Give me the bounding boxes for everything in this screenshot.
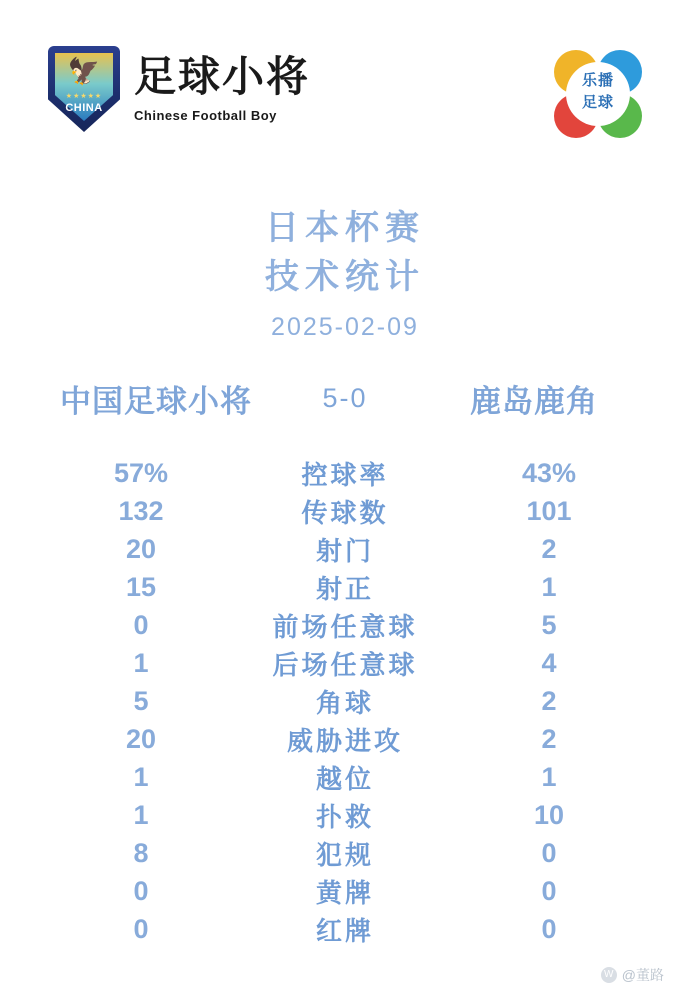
title-line-2: 技术统计 bbox=[265, 258, 425, 297]
away-value: 1 bbox=[541, 762, 557, 793]
crest-country-text: CHINA bbox=[65, 102, 103, 114]
page-header bbox=[0, 0, 690, 180]
away-value: 2 bbox=[541, 686, 557, 717]
title-line-1: 日本杯赛 bbox=[265, 209, 425, 247]
table-row bbox=[26, 911, 664, 949]
home-value: 0 bbox=[133, 610, 149, 641]
title-block bbox=[0, 204, 690, 342]
stat-label: 前场任意球 bbox=[272, 612, 418, 643]
stat-label: 黄牌 bbox=[315, 878, 374, 909]
home-value: 1 bbox=[133, 800, 149, 831]
table-row bbox=[26, 683, 664, 721]
home-value: 0 bbox=[133, 876, 149, 907]
china-crest-icon bbox=[48, 46, 120, 132]
weibo-icon: W bbox=[601, 967, 617, 983]
stats-table bbox=[0, 455, 690, 949]
stat-label: 威胁进攻 bbox=[286, 726, 403, 757]
away-value: 1 bbox=[541, 572, 557, 603]
home-value: 1 bbox=[133, 648, 149, 679]
stat-label: 越位 bbox=[315, 764, 374, 795]
table-row bbox=[26, 455, 664, 493]
home-value: 20 bbox=[125, 534, 157, 565]
stat-label: 射门 bbox=[315, 536, 374, 567]
home-value: 132 bbox=[118, 496, 164, 527]
home-value: 57% bbox=[113, 458, 169, 489]
lebo-label-line2: 足球 bbox=[581, 93, 614, 111]
table-row bbox=[26, 759, 664, 797]
watermark bbox=[601, 965, 664, 985]
crest-stars: ★★★★★ bbox=[65, 93, 103, 100]
home-value: 1 bbox=[133, 762, 149, 793]
home-value: 0 bbox=[133, 914, 149, 945]
match-date: 2025-02-09 bbox=[271, 312, 419, 341]
stat-label: 角球 bbox=[315, 688, 374, 719]
away-value: 0 bbox=[541, 876, 557, 907]
teams-row bbox=[0, 376, 690, 421]
lebo-label bbox=[552, 70, 644, 114]
stat-label: 红牌 bbox=[315, 916, 374, 947]
table-row bbox=[26, 797, 664, 835]
eagle-icon: 🦅 bbox=[67, 56, 101, 86]
stat-label: 后场任意球 bbox=[272, 650, 418, 681]
table-row bbox=[26, 493, 664, 531]
away-value: 43% bbox=[521, 458, 577, 489]
home-value: 5 bbox=[133, 686, 149, 717]
stat-label: 犯规 bbox=[315, 840, 374, 871]
match-score: 5-0 bbox=[322, 382, 368, 413]
table-row bbox=[26, 873, 664, 911]
away-value: 2 bbox=[541, 724, 557, 755]
away-value: 10 bbox=[533, 800, 565, 831]
brand-lebo-football-logo bbox=[552, 48, 644, 140]
watermark-text: @董路 bbox=[621, 967, 664, 983]
home-value: 8 bbox=[133, 838, 149, 869]
away-team-name: 鹿岛鹿角 bbox=[470, 383, 598, 419]
stat-label: 控球率 bbox=[301, 460, 389, 491]
away-value: 2 bbox=[541, 534, 557, 565]
away-value: 0 bbox=[541, 914, 557, 945]
table-row bbox=[26, 569, 664, 607]
brand-name-cn: 足球小将 bbox=[134, 53, 311, 100]
table-row bbox=[26, 721, 664, 759]
lebo-label-line1: 乐播 bbox=[581, 72, 614, 89]
table-row bbox=[26, 531, 664, 569]
home-value: 15 bbox=[125, 572, 157, 603]
stat-label: 扑救 bbox=[315, 802, 374, 833]
away-value: 101 bbox=[526, 496, 572, 527]
away-value: 0 bbox=[541, 838, 557, 869]
table-row bbox=[26, 835, 664, 873]
stat-label: 传球数 bbox=[301, 498, 389, 529]
brand-chinese-football-boy bbox=[48, 42, 310, 132]
table-row bbox=[26, 607, 664, 645]
away-value: 5 bbox=[541, 610, 557, 641]
away-value: 4 bbox=[541, 648, 557, 679]
table-row bbox=[26, 645, 664, 683]
brand-wordmark bbox=[134, 42, 310, 123]
stat-label: 射正 bbox=[315, 574, 374, 605]
home-team-name: 中国足球小将 bbox=[60, 383, 252, 419]
home-value: 20 bbox=[125, 724, 157, 755]
brand-name-en: Chinese Football Boy bbox=[134, 108, 277, 123]
